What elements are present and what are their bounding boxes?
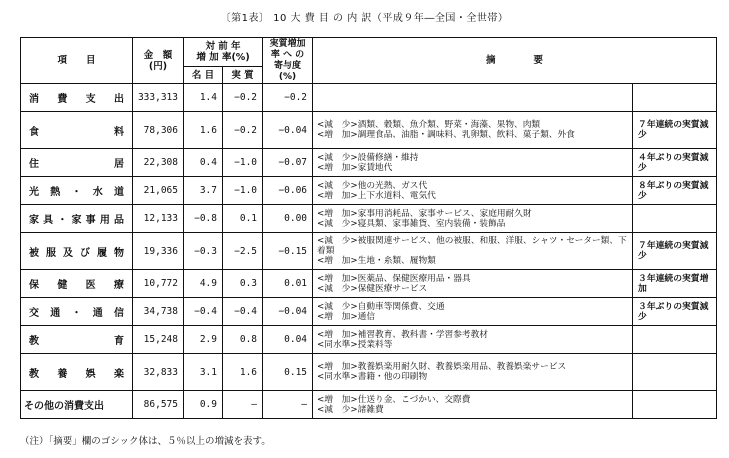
row-item-label: 光熱・水道: [21, 177, 133, 205]
summary-line: <増 加>生地・糸類、履物類: [317, 256, 436, 266]
row-summary: [313, 112, 633, 149]
row-real-rate: 0.3: [223, 270, 263, 298]
table-row: [21, 177, 717, 205]
summary-line: <増 加>教養娯楽用耐久財、教養娯楽用品、教養娯楽サービス: [317, 362, 567, 372]
row-item-label: 被服及び履物: [21, 233, 133, 270]
row-note: ３年連続の実質増加: [633, 270, 717, 298]
table-row: [21, 354, 717, 391]
header-real: 実 質: [223, 67, 263, 84]
table-row: [21, 298, 717, 326]
row-real-rate: 1.6: [223, 354, 263, 391]
table-row: [21, 326, 717, 354]
header-amount: 金 額 (円): [133, 38, 184, 84]
header-nominal: 名 目: [184, 67, 223, 84]
row-note: [633, 391, 717, 419]
row-nominal-rate: 3.1: [184, 354, 223, 391]
row-nominal-rate: −0.3: [184, 233, 223, 270]
row-contribution: −0.07: [263, 149, 313, 177]
row-summary: [313, 149, 633, 177]
row-nominal-rate: 2.9: [184, 326, 223, 354]
row-note: ３年ぶりの実質減少: [633, 298, 717, 326]
summary-line: <減 少>自動車等関係費、交通: [317, 301, 445, 312]
row-amount: 21,065: [133, 177, 184, 205]
table-title: 〔第1表〕 10 大 費 目 の 内 訳（平成９年―全国・全世帯）: [220, 13, 509, 24]
row-real-rate: −1.0: [223, 177, 263, 205]
row-amount: 333,313: [133, 84, 184, 112]
header-contribution: 実質増加 率 へ の 寄与度 (%): [263, 38, 313, 84]
summary-line: <同水準>書籍・他の印刷物: [317, 372, 428, 382]
table-row: [21, 233, 717, 270]
row-note: ７年連続の実質減少: [633, 112, 717, 149]
row-summary: [313, 84, 633, 112]
row-nominal-rate: 1.6: [184, 112, 223, 149]
summary-line: <増 加>補習教育、教科書・学習参考教材: [317, 329, 488, 340]
summary-line: <増 加>調理食品、油脂・調味料、乳卵類、飲料、菓子類、外食: [317, 130, 575, 140]
row-summary: [313, 177, 633, 205]
row-amount: 22,308: [133, 149, 184, 177]
header-summary: 摘 要: [313, 38, 717, 84]
summary-line: <増 加>家賃地代: [317, 162, 393, 173]
row-nominal-rate: 3.7: [184, 177, 223, 205]
header-yoy: 対 前 年 増 加 率(%): [184, 38, 263, 67]
row-real-rate: 0.8: [223, 326, 263, 354]
row-contribution: −0.04: [263, 112, 313, 149]
row-summary: [313, 326, 633, 354]
row-contribution: 0.01: [263, 270, 313, 298]
row-nominal-rate: 0.4: [184, 149, 223, 177]
row-item-label: その他の消費支出: [21, 391, 133, 419]
row-amount: 86,575: [133, 391, 184, 419]
row-item-label: 住 居: [21, 149, 133, 177]
row-contribution: —: [263, 391, 313, 419]
row-summary: [313, 298, 633, 326]
summary-line: <減 少>被服関連サービス、他の被服、和服、洋服、シャツ・セーター類、下着類: [317, 236, 627, 256]
summary-line: <同水準>授業料等: [317, 339, 393, 350]
row-contribution: −0.04: [263, 298, 313, 326]
row-item-label: 教 養 娯 楽: [21, 354, 133, 391]
row-note: ８年ぶりの実質減少: [633, 177, 717, 205]
summary-line: <増 加>上下水道料、電気代: [317, 190, 436, 201]
row-note: [633, 354, 717, 391]
row-summary: [313, 391, 633, 419]
row-amount: 12,133: [133, 205, 184, 233]
row-summary: [313, 270, 633, 298]
summary-line: <減 少>諸雑費: [317, 404, 384, 415]
table-row: [21, 270, 717, 298]
row-contribution: 0.15: [263, 354, 313, 391]
row-amount: 10,772: [133, 270, 184, 298]
row-real-rate: −2.5: [223, 233, 263, 270]
row-contribution: 0.00: [263, 205, 313, 233]
row-real-rate: −0.2: [223, 84, 263, 112]
row-item-label: 家具・家事用品: [21, 205, 133, 233]
row-real-rate: 0.1: [223, 205, 263, 233]
summary-line: <減 少>設備修繕・維持: [317, 152, 419, 163]
row-summary: [313, 233, 633, 270]
header-item: 項 目: [21, 38, 133, 84]
row-amount: 32,833: [133, 354, 184, 391]
row-item-label: 保 健 医 療: [21, 270, 133, 298]
row-nominal-rate: 0.9: [184, 391, 223, 419]
summary-line: <減 少>保健医療サービス: [317, 283, 428, 294]
row-nominal-rate: −0.4: [184, 298, 223, 326]
row-note: [633, 326, 717, 354]
row-nominal-rate: −0.8: [184, 205, 223, 233]
row-note: ７年連続の実質減少: [633, 233, 717, 270]
table-row: [21, 205, 717, 233]
expenditure-table: [20, 37, 717, 419]
row-amount: 15,248: [133, 326, 184, 354]
summary-line: <減 少>酒類、穀類、魚介類、野菜・海藻、果物、肉類: [317, 120, 541, 130]
row-summary: [313, 354, 633, 391]
table-row: [21, 84, 717, 112]
row-real-rate: −0.4: [223, 298, 263, 326]
row-nominal-rate: 4.9: [184, 270, 223, 298]
row-nominal-rate: 1.4: [184, 84, 223, 112]
footnote: （注）「摘要」欄のゴシック体は、５％以上の増減を表す。: [20, 436, 271, 447]
table-row: [21, 112, 717, 149]
row-summary: [313, 205, 633, 233]
row-real-rate: −1.0: [223, 149, 263, 177]
summary-line: <増 加>医薬品、保健医療用品・器具: [317, 273, 471, 284]
summary-line: <増 加>家事用消耗品、家事サービス、家庭用耐久財: [317, 208, 532, 219]
row-contribution: −0.2: [263, 84, 313, 112]
row-contribution: −0.15: [263, 233, 313, 270]
row-contribution: −0.06: [263, 177, 313, 205]
row-note: [633, 205, 717, 233]
row-note: ４年ぶりの実質減少: [633, 149, 717, 177]
row-amount: 78,306: [133, 112, 184, 149]
row-amount: 34,738: [133, 298, 184, 326]
row-contribution: 0.04: [263, 326, 313, 354]
summary-line: <減 少>他の光熱、ガス代: [317, 180, 428, 191]
row-real-rate: —: [223, 391, 263, 419]
row-real-rate: −0.2: [223, 112, 263, 149]
row-item-label: 交通・通信: [21, 298, 133, 326]
row-amount: 19,336: [133, 233, 184, 270]
row-item-label: 教 育: [21, 326, 133, 354]
row-note: [633, 84, 717, 112]
table-row: [21, 391, 717, 419]
summary-line: <減 少>寝具類、家事雑貨、室内装備・装飾品: [317, 218, 506, 229]
row-item-label: 消 費 支 出: [21, 84, 133, 112]
table-row: [21, 149, 717, 177]
row-item-label: 食 料: [21, 112, 133, 149]
summary-line: <増 加>通信: [317, 311, 376, 322]
summary-line: <増 加>仕送り金、こづかい、交際費: [317, 394, 471, 405]
